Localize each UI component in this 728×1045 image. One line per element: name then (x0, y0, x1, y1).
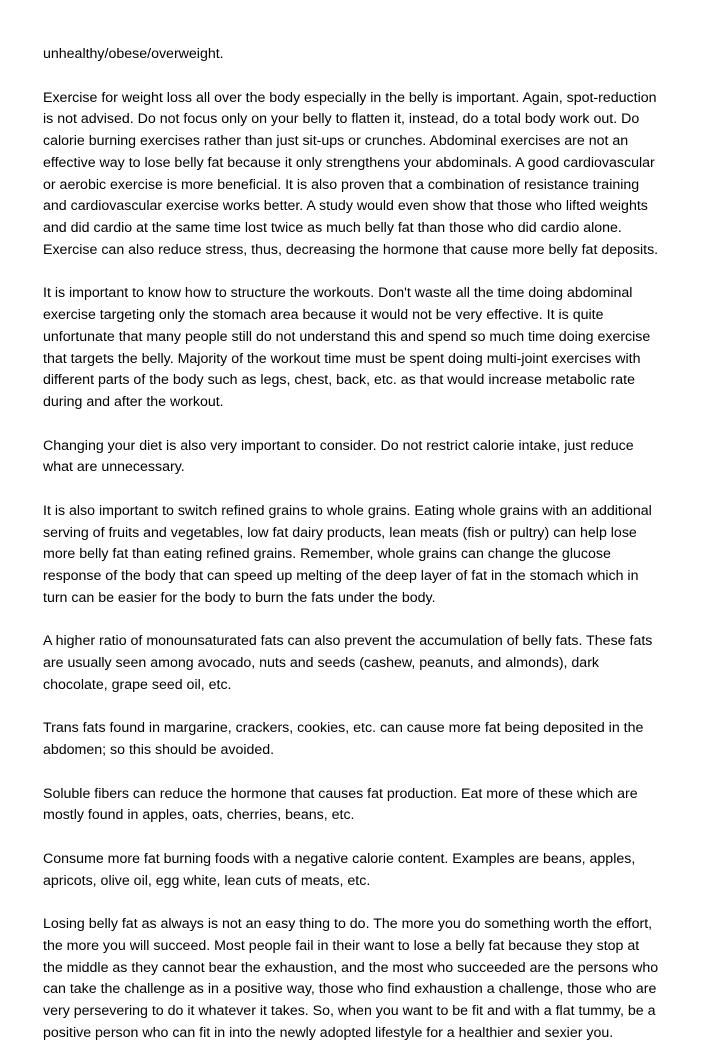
paragraph-continuation: unhealthy/obese/overweight. (43, 46, 224, 62)
paragraph-whole-grains: It is also important to switch refined grains to whole grains. Eating whole grains with an additional serving of fruits and vegetables, low fat dairy products, lean meats (fish or pultry) can help lose more belly fat than eating refined grains. Remember, whole grains can change the glucose response of the body that can speed up melting of the deep layer of fat in the stomach which in turn can be easier for the body to burn the fats under the body. (43, 502, 652, 606)
paragraph-diet: Changing your diet is also very important to consider. Do not restrict calorie intake, just reduce what are unnecessary. (43, 437, 634, 476)
paragraph-trans-fats: Trans fats found in margarine, crackers, cookies, etc. can cause more fat being deposited in the abdomen; so this should be avoided. (43, 720, 644, 758)
paragraph-workout-structure: It is important to know how to structure the workouts. Don't waste all the time doing abdominal exercise targeting only the stomach area because it would not be very effective. It is quite unfortunate that many people still do not understand this and spend so much time doing exercise that targets the belly. Majority of the workout time must be spent doing multi-joint exercises with different parts of the body such as legs, chest, back, etc. as that would increase metabolic rate during and after the workout. (43, 285, 651, 410)
paragraph-conclusion: Losing belly fat as always is not an easy thing to do. The more you do something worth the effort, the more you will succeed. Most people fail in their want to lose a belly fat because they stop at the middle as they cannot bear the exhaustion, and the most who succeeded are the persons who can take the challenge as in a positive way, those who find exhaustion a challenge, those who are very persevering to do it whatever it takes. So, when you want to be fit and with a flat tummy, be a positive person who can fit in into the newly adopted lifestyle for a healthier and sexier you. (43, 916, 659, 1041)
paragraph-soluble-fibers: Soluble fibers can reduce the hormone that causes fat production. Eat more of these which are mostly found in apples, oats, cherries, beans, etc. (43, 785, 638, 824)
paragraph-exercise: Exercise for weight loss all over the body especially in the belly is important. Again, spot-reduction is not advised. Do not focus only on your belly to flatten it, instead, do a total body work out. Do calorie burning exercises rather than just sit-ups or crunches. Abdominal exercises are not an effective way to lose belly fat because it only strengthens your abdominals. A good cardiovascular or aerobic exercise is more beneficial. It is also proven that a combination of resistance training and cardiovascular exercise works better. A study would even show that those who lifted weights and did cardio at the same time lost twice as much belly fat than those who did cardio alone. Exercise can also reduce stress, thus, decreasing the hormone that cause more belly fat deposits. (43, 89, 659, 258)
paragraph-fat-burning-foods: Consume more fat burning foods with a negative calorie content. Examples are beans, apples, apricots, olive oil, egg white, lean cuts of meats, etc. (43, 850, 636, 889)
document-page (43, 44, 686, 1045)
paragraph-monounsaturated-fats: A higher ratio of monounsaturated fats can also prevent the accumulation of belly fats. These fats are usually seen among avocado, nuts and seeds (cashew, peanuts, and almonds), dark chocolate, grape seed oil, etc. (43, 633, 653, 693)
